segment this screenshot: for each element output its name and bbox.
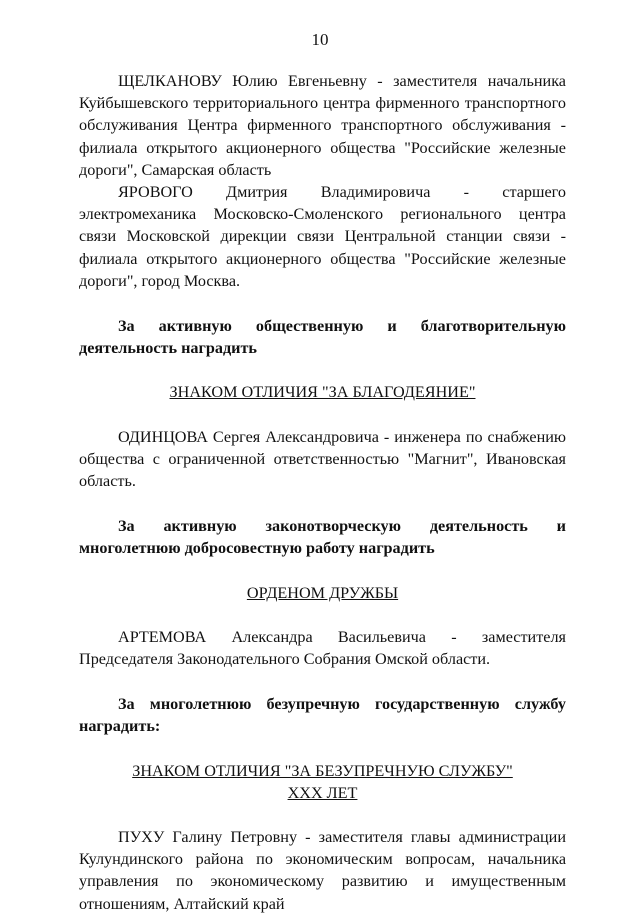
award-reason-charity: За активную общественную и благотворительную деятельность наградить <box>79 317 566 358</box>
spacer <box>79 560 566 582</box>
spacer <box>79 804 566 826</box>
award-title-years: XXX ЛЕТ <box>287 783 358 802</box>
award-title-order-of-friendship: ОРДЕНОМ ДРУЖБЫ <box>246 583 399 602</box>
spacer <box>79 738 566 760</box>
spacer <box>79 359 566 381</box>
spacer <box>79 604 566 626</box>
award-entry-pukhu: ПУХУ Галину Петровну - заместителя главы администрации Кулундинского района по экономическим вопросам, начальника управления по экономическому развитию и имущественным отношениям, Алтайский край <box>79 828 566 913</box>
page-number: 10 <box>311 30 329 49</box>
document-body <box>79 70 566 915</box>
award-reason-lawmaking: За активную законотворческую деятельность и многолетнюю добросовестную работу наградить <box>79 517 566 558</box>
spacer <box>79 492 566 515</box>
spacer <box>79 404 566 426</box>
award-entry-shchelkanova: ЩЕЛКАНОВУ Юлию Евгеньевну - заместителя начальника Куйбышевского территориального центра фирменного транспортного обслуживания Центра фирменного транспортного обслуживания - филиала открытого акционерного общества "Российские железные дороги", Самарская область <box>79 72 566 179</box>
award-entry-artemova: АРТЕМОВА Александра Васильевича - заместителя Председателя Законодательного Собрания Омской области. <box>79 627 566 669</box>
award-reason-service: За многолетнюю безупречную государственную службу наградить: <box>79 695 566 736</box>
award-entry-yarovogo: ЯРОВОГО Дмитрия Владимировича - старшего электромеханика Московско-Смоленского регионального центра связи Московской дирекции связи Центральной станции связи - филиала открытого акционерного общества "Российские железные дороги", город Москва. <box>79 183 566 290</box>
award-entry-odintsova: ОДИНЦОВА Сергея Александровича - инженера по снабжению общества с ограниченной ответственностью "Магнит", Ивановская область. <box>79 427 566 491</box>
spacer <box>79 670 566 693</box>
award-title-blagodeyanie: ЗНАКОМ ОТЛИЧИЯ "ЗА БЛАГОДЕЯНИЕ" <box>169 383 476 402</box>
award-title-impeccable-service: ЗНАКОМ ОТЛИЧИЯ "ЗА БЕЗУПРЕЧНУЮ СЛУЖБУ" <box>132 761 513 780</box>
spacer <box>79 292 566 315</box>
